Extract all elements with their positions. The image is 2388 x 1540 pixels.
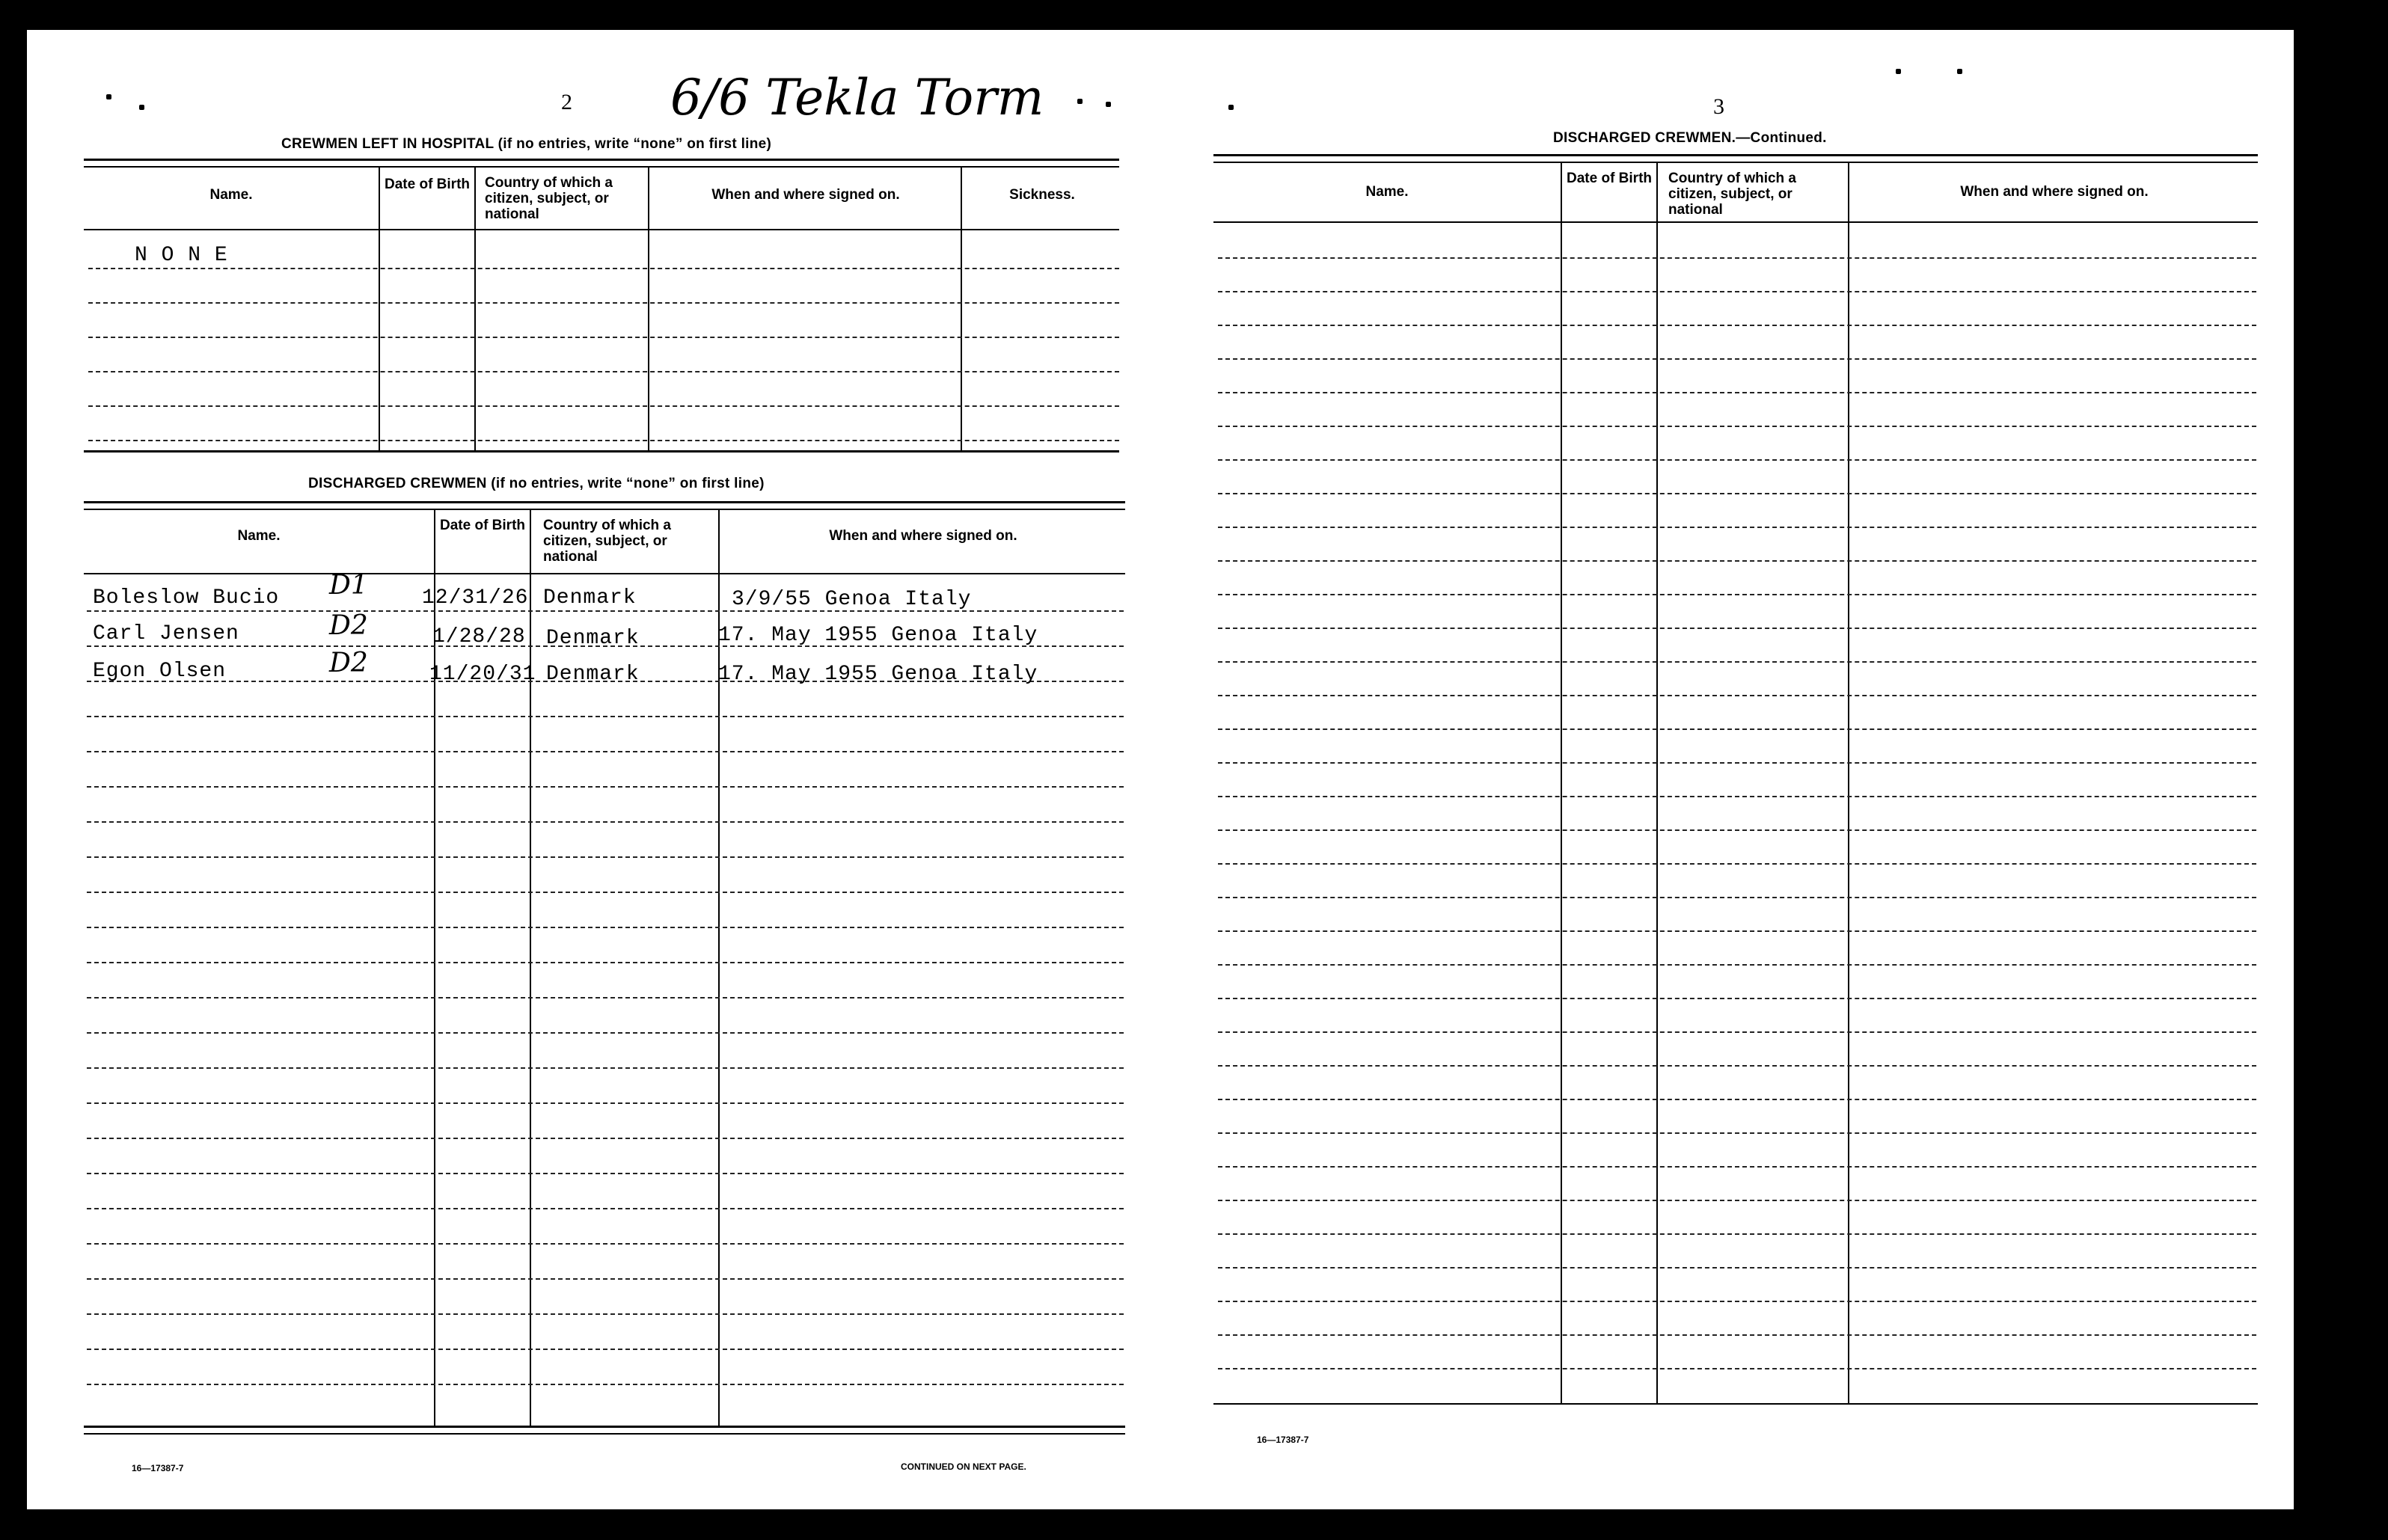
crewman-name: Boleslow Bucio xyxy=(93,586,280,610)
document-sheet xyxy=(27,30,2294,1509)
ruled-line xyxy=(87,1102,1124,1104)
ruled-line xyxy=(87,1384,1124,1385)
discharge-mark: D1 xyxy=(329,570,368,601)
crewman-country: Denmark xyxy=(546,663,640,686)
handwritten-vessel-note: 6/6 Tekla Torm xyxy=(670,69,1044,126)
hospital-col-sickness: Sickness. xyxy=(1009,187,1075,203)
ruled-line xyxy=(1218,897,2256,898)
ruled-line xyxy=(1218,1200,2256,1201)
ruled-line xyxy=(1218,695,2256,696)
ruled-line xyxy=(1218,325,2256,326)
ruled-line xyxy=(87,1032,1124,1034)
ruled-line xyxy=(87,1313,1124,1315)
ruled-line xyxy=(1218,392,2256,393)
ruled-line xyxy=(1218,661,2256,663)
ruled-line xyxy=(87,1208,1124,1209)
ruled-line xyxy=(87,1173,1124,1174)
ruled-line xyxy=(87,927,1124,928)
right-page-number: 3 xyxy=(1713,94,1724,119)
ruled-line xyxy=(1218,1132,2256,1134)
scan-speck xyxy=(106,94,111,99)
ruled-line xyxy=(1218,796,2256,797)
ruled-line xyxy=(87,1138,1124,1139)
ruled-line xyxy=(87,856,1124,858)
ruled-line xyxy=(1218,1031,2256,1033)
hospital-col-country: Country of which a citizen, subject, or national xyxy=(485,175,613,222)
crewman-name: Egon Olsen xyxy=(93,660,227,683)
hospital-entry-none: N O N E xyxy=(135,244,228,267)
ruled-line xyxy=(1218,930,2256,932)
ruled-line xyxy=(1218,1065,2256,1067)
crewman-dob: 12/31/26 xyxy=(422,586,529,610)
ruled-line xyxy=(87,821,1124,823)
discharged-header-rule xyxy=(84,573,1125,574)
ruled-line xyxy=(1218,1301,2256,1302)
ruled-line xyxy=(1218,1368,2256,1369)
ruled-line xyxy=(1218,426,2256,427)
discharge-mark: D2 xyxy=(329,610,368,641)
crewman-name: Carl Jensen xyxy=(93,622,239,645)
right-header-rule xyxy=(1213,221,2258,223)
ruled-line xyxy=(87,1243,1124,1245)
ruled-line xyxy=(1218,1233,2256,1235)
ruled-line xyxy=(1218,1267,2256,1268)
discharged-col-name: Name. xyxy=(237,528,281,544)
ruled-line xyxy=(87,716,1124,717)
ruled-line xyxy=(1218,762,2256,764)
ruled-line xyxy=(1218,527,2256,528)
ruled-line xyxy=(1218,493,2256,494)
crewman-signed-on: 17. May 1955 Genoa Italy xyxy=(718,663,1038,686)
ruled-line xyxy=(87,997,1124,998)
discharged-col-dob: Date of Birth xyxy=(440,518,525,533)
discharge-mark: D2 xyxy=(329,648,368,678)
hospital-top-rule xyxy=(84,159,1119,161)
scan-speck xyxy=(1957,69,1962,74)
discharged-col-country: Country of which a citizen, subject, or national xyxy=(543,518,671,565)
ruled-line xyxy=(1218,964,2256,966)
right-col-country: Country of which a citizen, subject, or national xyxy=(1668,171,1796,218)
ruled-line xyxy=(87,751,1124,752)
ruled-line xyxy=(87,892,1124,893)
right-discharged-heading: DISCHARGED CREWMEN.—Continued. xyxy=(1553,130,1827,146)
discharged-col-signed: When and where signed on. xyxy=(829,528,1017,544)
ruled-line xyxy=(1218,560,2256,562)
crewman-country: Denmark xyxy=(546,627,640,650)
hospital-col-dob: Date of Birth xyxy=(385,177,470,192)
ruled-line xyxy=(87,786,1124,788)
hospital-bottom-rule xyxy=(84,450,1119,453)
ruled-line xyxy=(1218,863,2256,865)
hospital-section-heading: CREWMEN LEFT IN HOSPITAL (if no entries, write “none” on first line) xyxy=(281,136,772,152)
ruled-line xyxy=(1218,594,2256,595)
left-form-number: 16—17387-7 xyxy=(132,1463,184,1473)
right-col-signed: When and where signed on. xyxy=(1960,184,2149,200)
hospital-col-signed: When and where signed on. xyxy=(711,187,900,203)
scan-speck xyxy=(139,105,144,110)
scan-speck xyxy=(1077,99,1083,104)
crewman-country: Denmark xyxy=(543,586,637,610)
ruled-line xyxy=(1218,628,2256,629)
ruled-line xyxy=(1218,728,2256,730)
hospital-col-name: Name. xyxy=(209,187,253,203)
ruled-line xyxy=(1218,291,2256,292)
crewman-signed-on: 3/9/55 Genoa Italy xyxy=(732,588,972,611)
ruled-line xyxy=(87,1067,1124,1069)
discharged-section-heading: DISCHARGED CREWMEN (if no entries, write “none” on first line) xyxy=(308,476,765,491)
ruled-line xyxy=(1218,1099,2256,1100)
ruled-line xyxy=(1218,998,2256,999)
ruled-line xyxy=(87,1349,1124,1350)
ruled-line xyxy=(87,962,1124,963)
scan-speck xyxy=(1106,102,1111,107)
ruled-line xyxy=(1218,829,2256,831)
crewman-dob: 1/28/28 xyxy=(432,625,526,648)
ruled-line xyxy=(1218,1166,2256,1168)
ruled-line xyxy=(1218,459,2256,461)
left-page-number: 2 xyxy=(561,90,572,114)
crewman-signed-on: 17. May 1955 Genoa Italy xyxy=(718,624,1038,647)
right-col-name: Name. xyxy=(1365,184,1409,200)
ruled-line xyxy=(1218,1334,2256,1336)
right-form-number: 16—17387-7 xyxy=(1257,1435,1309,1445)
crewman-dob: 11/20/31 xyxy=(429,663,536,686)
ruled-line xyxy=(1218,358,2256,360)
right-col-dob: Date of Birth xyxy=(1567,171,1652,186)
ruled-line xyxy=(87,1278,1124,1280)
ruled-line xyxy=(1218,257,2256,259)
scan-speck xyxy=(1896,69,1901,74)
scan-speck xyxy=(1228,105,1234,110)
hospital-header-rule xyxy=(84,229,1119,230)
continued-note: CONTINUED ON NEXT PAGE. xyxy=(901,1461,1026,1472)
